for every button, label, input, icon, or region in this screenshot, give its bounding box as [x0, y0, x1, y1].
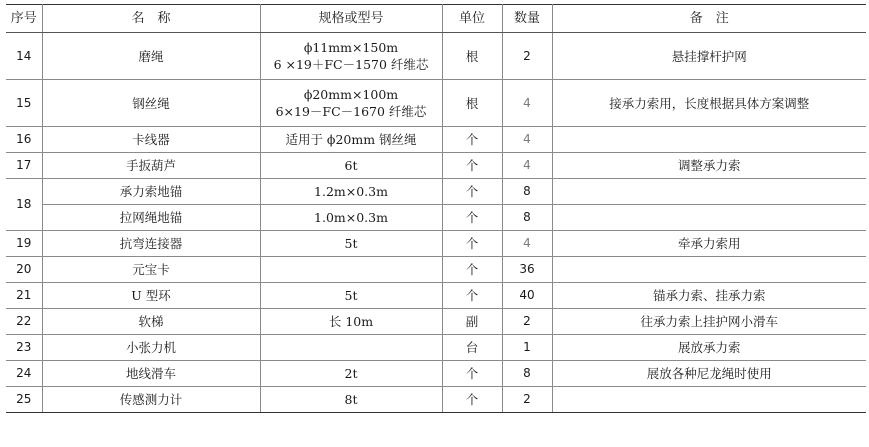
header-unit: 单位 [442, 5, 502, 33]
header-qty: 数量 [502, 5, 552, 33]
row-note [552, 387, 866, 413]
row-name: 小张力机 [42, 335, 260, 361]
table-row [6, 205, 866, 231]
row-seq: 19 [6, 231, 42, 257]
row-unit: 个 [442, 361, 502, 387]
row-unit: 根 [442, 33, 502, 80]
row-spec [260, 33, 442, 80]
row-spec: 8t [260, 387, 442, 413]
table-row [6, 361, 866, 387]
table-row [6, 153, 866, 179]
row-qty: 40 [502, 283, 552, 309]
row-seq: 22 [6, 309, 42, 335]
row-qty: 2 [502, 387, 552, 413]
table-row [6, 335, 866, 361]
row-qty: 2 [502, 33, 552, 80]
row-name: 卡线器 [42, 127, 260, 153]
spec-line-1: ϕ20mm×100m [303, 87, 399, 102]
row-name: 地线滑车 [42, 361, 260, 387]
row-name: 软梯 [42, 309, 260, 335]
table-row [6, 231, 866, 257]
row-unit: 个 [442, 283, 502, 309]
row-seq: 18 [6, 179, 42, 231]
row-name: 钢丝绳 [42, 80, 260, 127]
row-qty: 4 [502, 231, 552, 257]
row-name: U 型环 [42, 283, 260, 309]
row-spec: 长 10m [260, 309, 442, 335]
row-spec: 6t [260, 153, 442, 179]
row-seq: 15 [6, 80, 42, 127]
row-note: 调整承力索 [552, 153, 866, 179]
row-qty: 36 [502, 257, 552, 283]
spec-line-2: 6 ×19＋FC－1570 纤维芯 [273, 57, 429, 72]
row-name: 磨绳 [42, 33, 260, 80]
row-spec: 5t [260, 231, 442, 257]
row-note [552, 179, 866, 205]
row-qty: 2 [502, 309, 552, 335]
table-row [6, 80, 866, 127]
header-name: 名 称 [42, 5, 260, 33]
spec-line-2: 6×19－FC－1670 纤维芯 [275, 104, 427, 119]
row-note: 往承力索上挂护网小滑车 [552, 309, 866, 335]
table-row [6, 33, 866, 80]
row-seq: 20 [6, 257, 42, 283]
row-spec: 1.2m×0.3m [260, 179, 442, 205]
row-qty: 4 [502, 80, 552, 127]
row-name: 抗弯连接器 [42, 231, 260, 257]
row-note: 悬挂撑杆护网 [552, 33, 866, 80]
row-spec: 适用于 ϕ20mm 钢丝绳 [260, 127, 442, 153]
header-seq: 序号 [6, 5, 42, 33]
row-name: 手扳葫芦 [42, 153, 260, 179]
row-name: 承力索地锚 [42, 179, 260, 205]
row-unit: 个 [442, 127, 502, 153]
row-spec: 2t [260, 361, 442, 387]
row-note: 接承力索用，长度根据具体方案调整 [552, 80, 866, 127]
row-note [552, 205, 866, 231]
row-seq: 25 [6, 387, 42, 413]
table-row [6, 387, 866, 413]
row-qty: 8 [502, 205, 552, 231]
row-qty: 4 [502, 153, 552, 179]
row-seq: 23 [6, 335, 42, 361]
row-note [552, 127, 866, 153]
table-row [6, 257, 866, 283]
row-spec [260, 335, 442, 361]
row-qty: 8 [502, 361, 552, 387]
row-spec: 5t [260, 283, 442, 309]
row-unit: 个 [442, 387, 502, 413]
row-spec [260, 80, 442, 127]
row-note: 展放承力索 [552, 335, 866, 361]
row-name: 传感测力计 [42, 387, 260, 413]
table-row [6, 309, 866, 335]
table-row [6, 179, 866, 205]
row-unit: 个 [442, 231, 502, 257]
spec-line-1: ϕ11mm×150m [303, 40, 399, 55]
header-note: 备 注 [552, 5, 866, 33]
row-qty: 8 [502, 179, 552, 205]
row-unit: 个 [442, 153, 502, 179]
row-spec: 1.0m×0.3m [260, 205, 442, 231]
row-name: 元宝卡 [42, 257, 260, 283]
row-note: 展放各种尼龙绳时使用 [552, 361, 866, 387]
row-name: 拉网绳地锚 [42, 205, 260, 231]
row-note: 牵承力索用 [552, 231, 866, 257]
equipment-table-container [6, 4, 866, 413]
table-row [6, 127, 866, 153]
row-seq: 24 [6, 361, 42, 387]
row-spec [260, 257, 442, 283]
row-seq: 21 [6, 283, 42, 309]
row-unit: 个 [442, 257, 502, 283]
row-note [552, 257, 866, 283]
row-unit: 个 [442, 179, 502, 205]
row-seq: 16 [6, 127, 42, 153]
row-unit: 台 [442, 335, 502, 361]
row-unit: 副 [442, 309, 502, 335]
equipment-table [6, 4, 866, 413]
row-unit: 根 [442, 80, 502, 127]
row-qty: 4 [502, 127, 552, 153]
row-unit: 个 [442, 205, 502, 231]
row-seq: 17 [6, 153, 42, 179]
row-seq: 14 [6, 33, 42, 80]
header-row [6, 5, 866, 33]
row-note: 锚承力索、挂承力索 [552, 283, 866, 309]
header-spec: 规格或型号 [260, 5, 442, 33]
table-row [6, 283, 866, 309]
row-qty: 1 [502, 335, 552, 361]
